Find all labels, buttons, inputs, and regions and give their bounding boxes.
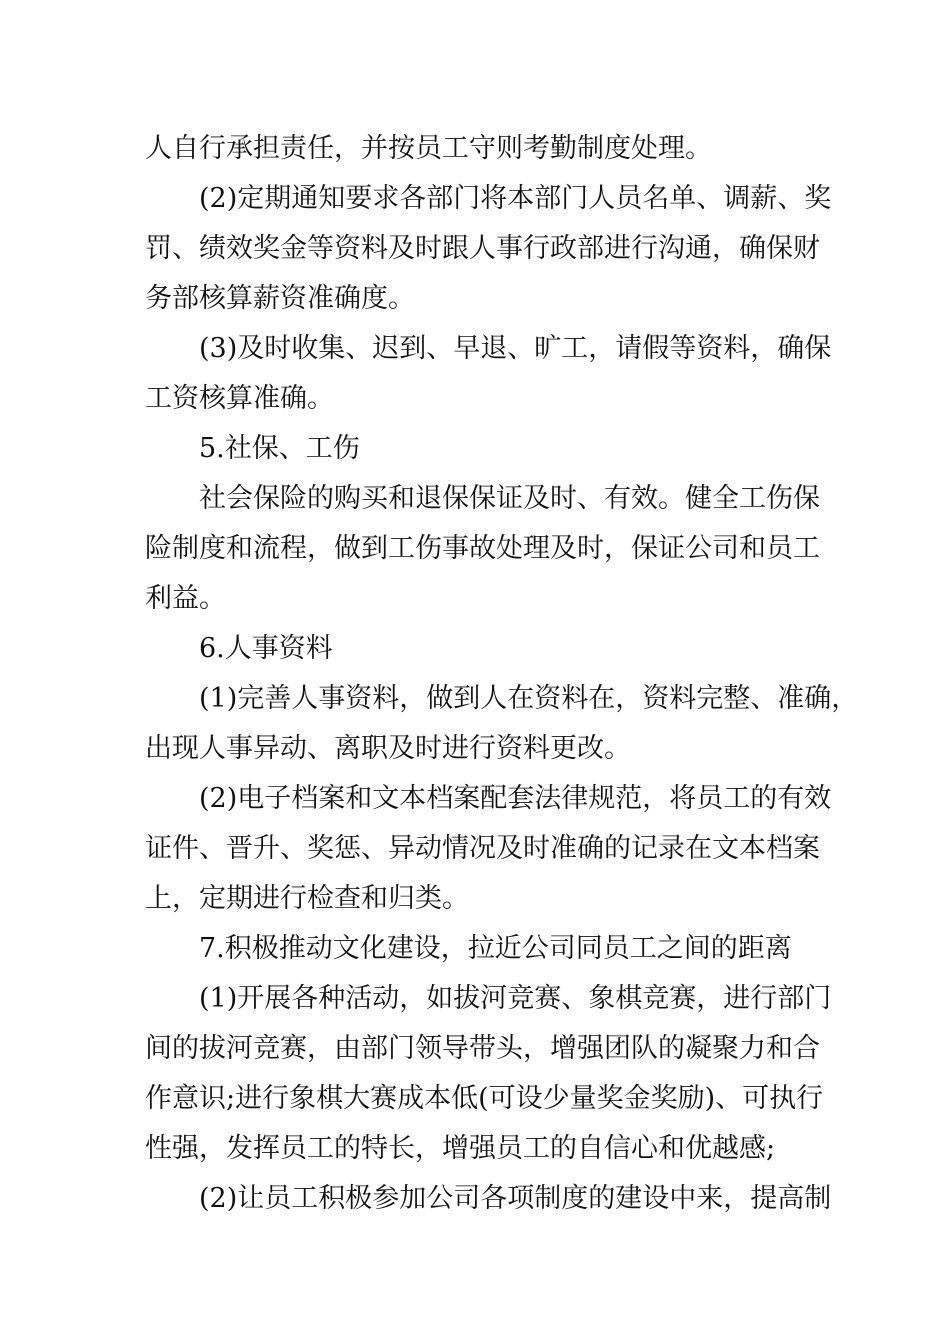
text-line: (1)完善人事资料，做到人在资料在，资料完整、准确，	[199, 683, 859, 714]
text-line: 务部核算薪资准确度。	[145, 283, 415, 314]
text-line: 出现人事异动、离职及时进行资料更改。	[145, 733, 631, 764]
text-line: (3)及时收集、迟到、早退、旷工，请假等资料，确保	[199, 333, 832, 364]
text-line: 证件、晋升、奖惩、异动情况及时准确的记录在文本档案	[145, 833, 820, 864]
text-line: 利益。	[145, 583, 226, 614]
text-line: 险制度和流程，做到工伤事故处理及时，保证公司和员工	[145, 533, 820, 564]
text-line: (2)电子档案和文本档案配套法律规范，将员工的有效	[199, 783, 832, 814]
text-line: 工资核算准确。	[145, 383, 334, 414]
text-line: (2)定期通知要求各部门将本部门人员名单、调薪、奖	[199, 183, 832, 214]
section-heading: 6.人事资料	[199, 633, 333, 664]
text-line: 性强，发挥员工的特长，增强员工的自信心和优越感;	[145, 1133, 776, 1164]
document-body	[145, 124, 859, 1224]
text-line: 罚、绩效奖金等资料及时跟人事行政部进行沟通，确保财	[145, 233, 820, 264]
text-line: 作意识;进行象棋大赛成本低(可设少量奖金奖励)、可执行	[145, 1083, 824, 1114]
text-line: 上，定期进行检查和归类。	[145, 883, 469, 914]
text-line: 社会保险的购买和退保保证及时、有效。健全工伤保	[199, 483, 820, 514]
text-line: 间的拔河竞赛，由部门领导带头，增强团队的凝聚力和合	[145, 1033, 820, 1064]
text-line: (2)让员工积极参加公司各项制度的建设中来，提高制	[199, 1183, 832, 1214]
text-line: (1)开展各种活动，如拔河竞赛、象棋竞赛，进行部门	[199, 983, 832, 1014]
section-heading: 5.社保、工伤	[199, 433, 360, 464]
section-heading: 7.积极推动文化建设，拉近公司同员工之间的距离	[199, 933, 792, 964]
text-line: 人自行承担责任，并按员工守则考勤制度处理。	[145, 133, 712, 164]
